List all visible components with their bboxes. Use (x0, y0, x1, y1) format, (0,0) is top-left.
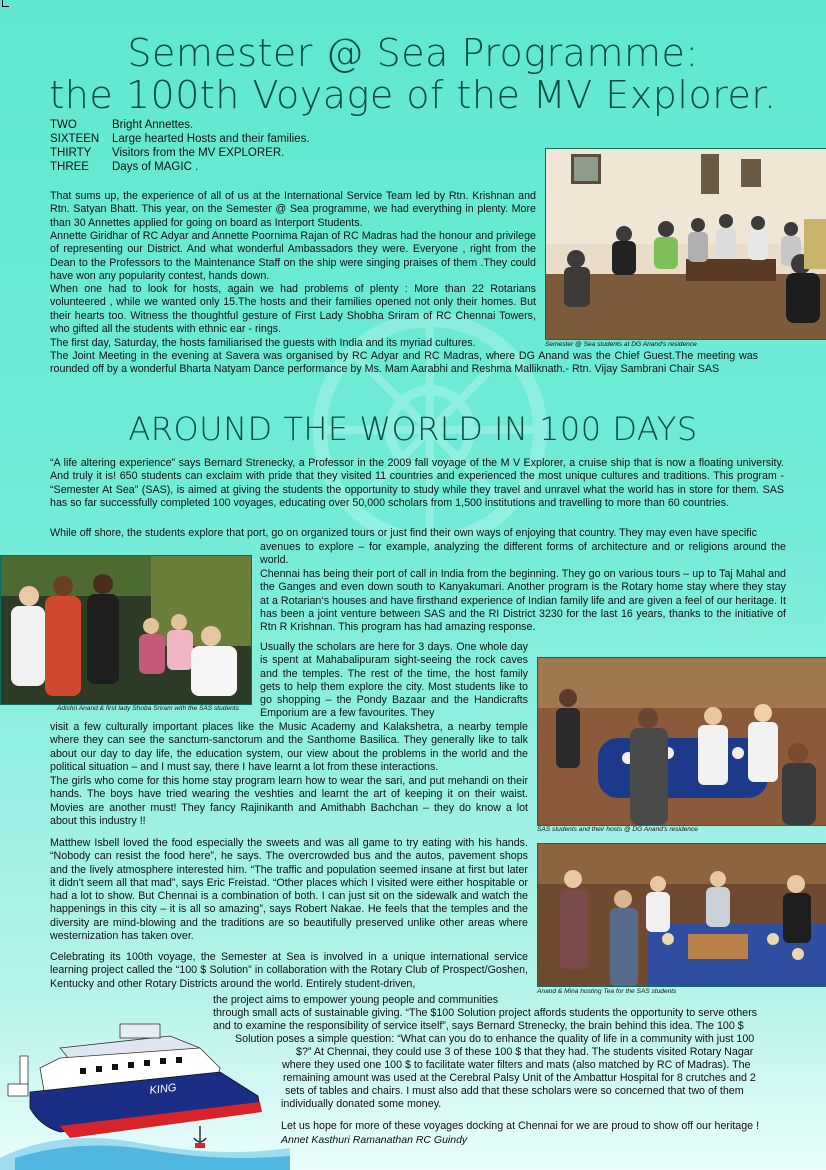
section2-para1: “A life altering experience” says Bernard Strenecky, a Professor in the 2009 fall voyage of the M V Explorer, a cruise ship that is now a floating university. And truly it is! 650 students can exclaim with pride that they visited 11 countries and experienced the most unique cultures and traditions. This program - “Semester At Sea” (SAS), is aimed at giving the students the opportunity to study while they travel and unravel what the world has in store for them. SAS has so far successfully completed 100 voyages, educating over 50,000 scholars from 1,500 institutions and travelling to more than 60 countries. (50, 457, 784, 509)
section1-para4: The first day, Saturday, the hosts familiarised the guests with India and its myriad cultures. (50, 337, 476, 349)
section2-line1: the project aims to empower young people and communities (213, 994, 499, 1006)
corner-mark (2, 0, 9, 7)
intro-count: THIRTY (50, 147, 92, 159)
section2-para3: Chennai has being their port of call in India from the beginning. They go on various tours – up to Taj Mahal and the Ganges and even down south to Kanyakumari. Another program is the Rotary home stay where they stay at a Rotarian‘s houses and have firsthand experience of Indian family life and are given a feel of our heritage. It has been a joint venture between SAS and the RI District 3230 for the last 16 years, thanks to the initiative of Rtn R Krishnan. This program has had amazing response. (260, 568, 786, 634)
section2-line10: Let us hope for more of these voyages docking at Chennai for we are proud to show off our heritage ! (281, 1120, 760, 1132)
section1-para2: Annette Giridhar of RC Adyar and Annette Poornima Rajan of RC Madras had the honour and privilege of representing our District. And what wonderful Ambassadors they were. Everyone , right from the Dean to the Professors to the Maintenance Staff on the ship were singing praises of them .They could have won any popularity contest, hands down. (50, 230, 536, 282)
section2-para4a: Usually the scholars are here for 3 days. One whole day is spent at Mahabalipuram sight-seeing the rock caves and the temples. The rest of the time, the host family gets to help them explore the city. Most students like to go shopping – the Pondy Bazaar and the Handicrafts Emporium are a few favourites. They (260, 641, 528, 720)
section2-para2a: While off shore, the students explore that port, go on organized tours or just find their own ways of enjoying that country. They may even have specific (50, 527, 757, 539)
section2-line4: Solution poses a simple question: “What can you do to enhance the quality of life in a community with just 100 (235, 1033, 755, 1045)
section2-line7: remaining amount was used at the Cerebral Palsy Unit of the Ambattur Hospital for 8 crutches and 2 (283, 1072, 756, 1084)
intro-text: Large hearted Hosts and their families. (112, 133, 310, 145)
section2-para5: The girls who come for this home stay program learn how to wear the sari, and put mehandi on their hands. The boys have tried wearing the veshties and learnt the art of keeping it on their waist. Movies are another must! They fancy Rajinikanth and Amithabh Bachchan – they do know a lot about this industry !! (50, 775, 528, 827)
intro-item (50, 146, 310, 160)
section2-para2b: avenues to explore – for example, analyzing the different forms of architecture and or religions around the world. (260, 541, 786, 567)
caption-photo4: Anand & Mina hosting Tea for the SAS students (537, 988, 677, 995)
section2-line8: sets of tables and chairs. I must also add that these scholars were so concerned that two of them (285, 1085, 744, 1097)
signature: Annet Kasthuri Ramanathan RC Guindy (281, 1134, 468, 1146)
caption-photo3: SAS students and their hosts @ DG Anand's residence (537, 826, 698, 833)
section-heading-around-the-world: AROUND THE WORLD IN 100 DAYS (128, 410, 698, 448)
photo-students-at-residence (545, 148, 826, 340)
page-title-line-1: Semester @ Sea Programme: (127, 31, 699, 75)
section2-line6: where they used one 100 $ to facilitate water filters and mats (also matched by RC of Madras). The (282, 1059, 751, 1071)
photo-students-and-hosts (537, 657, 826, 826)
intro-item (50, 160, 310, 174)
section2-line9: individually donated some money. (281, 1098, 442, 1110)
intro-item (50, 132, 310, 146)
intro-text: Visitors from the MV EXPLORER. (112, 147, 285, 159)
section2-line3: and to examine the responsibility of service itself”, says Bernard Strenecky, the brain behind this idea. The 100 $ (213, 1020, 744, 1032)
ship-name: KING (148, 1081, 178, 1097)
section2-para6: Matthew Isbell loved the food especially the sweets and was all game to try eating with his hands. “Nobody can resist the food here”, he says. The overcrowded bus and the autos, pavement shops and the lively atmosphere interested him. “The traffic and population seemed insane at first but later it didn't seem all that mad”, says Eric Freistad. “Other places which I visited were either hospitable or had a lot to show. But Chennai is a combination of both. I can just sit on the sidewalk and watch the happenings in this city – it is all so amazing”, says Robert Nakae. He feels that the temples and the diversity are mind-blowing and the traditions are so beautifully preserved unlike other areas where westernization has taken over. (50, 837, 528, 943)
caption-photo2: Adishri Anand & first lady Shoba Sriram with the SAS students (57, 705, 239, 712)
caption-photo1: Semester @ Sea students at DG Anand's residence (545, 341, 697, 348)
section1-para1: That sums up, the experience of all of us at the International Service Team led by Rtn. Krishnan and Rtn. Satyan Bhatt. This year, on the Semester @ Sea programme, we had everything in plenty. More than 30 Annettes applied for going on board as Interport Students. (50, 190, 536, 229)
section1-para5: The Joint Meeting in the evening at Savera was organised by RC Adyar and RC Madras, where DG Anand was the Chief Guest.The meeting was rounded off by a wonderful Bharta Natyam Dance performance by Ms. Mam Aarabhi and Reshma Malliknath.- Rtn. Vijay Sambrani Chair SAS (50, 350, 758, 376)
intro-count: THREE (50, 161, 89, 173)
section2-para7a: Celebrating its 100th voyage, the Semester at Sea is involved in a unique international service learning project called the “100 $ Solution” in collaboration with the Rotary Club of Prospect/Goshen, Kentucky and other Rotary Districts around the world. Entirely student-driven, (50, 951, 528, 990)
intro-list (50, 118, 310, 174)
section2-line5: $?” At Chennai, they could use 3 of these 100 $ that they had. The students visited Rotary Nagar (296, 1046, 754, 1058)
intro-item (50, 118, 310, 132)
intro-count: SIXTEEN (50, 133, 100, 145)
intro-text: Days of MAGIC . (112, 161, 199, 173)
section2-para4b: visit a few culturally important places like the Music Academy and Kalakshetra, a nearby temple where they can see the sanctum-sanctorum and the Santhome Basilica. They generally like to talk about our day to day life, the education system, our view about the problems in the world and the political situation – and I must say, there I have learnt a lot from these interactions. (50, 721, 528, 773)
photo-tea-for-students (537, 843, 826, 987)
page-title-line-2: the 100th Voyage of the MV Explorer. (49, 73, 777, 117)
intro-count: TWO (50, 119, 77, 131)
section2-line2: through small acts of sustainable giving. “The $100 Solution project affords students the opportunity to serve others (213, 1007, 757, 1019)
intro-text: Bright Annettes. (112, 119, 194, 131)
photo-first-lady-with-students (0, 555, 252, 705)
ship-illustration (0, 1008, 290, 1170)
section1-para3: When one had to look for hosts, again we had problems of plenty : More than 22 Rotarians volunteered , while we wanted only 15.The hosts and their families opened not only their homes. But their hearts too. Witness the thoughtful gesture of First Lady Shobha Sriram of RC Chennai Towers, who gifted all the students with ethnic ear - rings. (50, 283, 536, 335)
